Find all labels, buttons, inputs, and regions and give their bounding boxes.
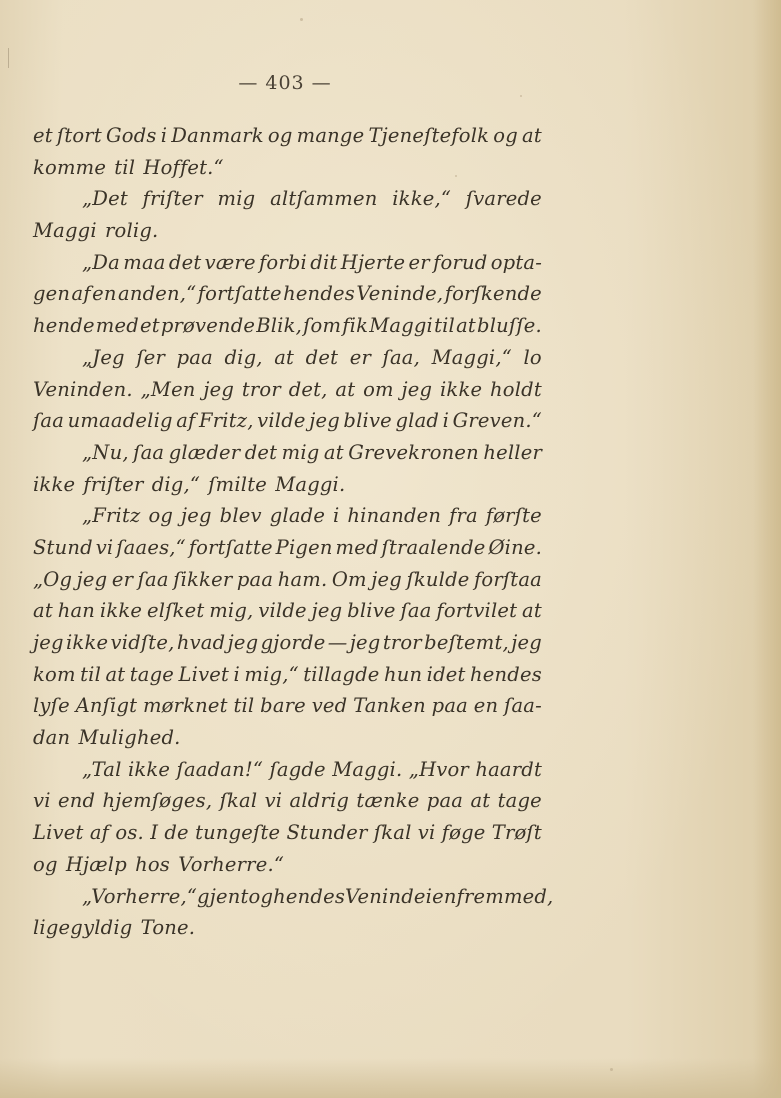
word: at	[522, 124, 542, 147]
paper-speck	[520, 95, 522, 97]
word: jeg	[33, 631, 64, 654]
page-bottom-shadow	[0, 1058, 781, 1098]
word: Livet	[33, 821, 84, 845]
paper-speck	[610, 1068, 613, 1071]
word: paa	[236, 567, 274, 591]
text-line	[33, 785, 542, 817]
word: ſaa	[400, 599, 432, 623]
word: til	[233, 694, 255, 718]
word: dit	[310, 250, 338, 274]
text-line	[33, 278, 542, 310]
word: hun	[383, 662, 423, 686]
word: ham.	[277, 567, 328, 591]
word: „Jeg	[82, 345, 125, 369]
word: og	[33, 852, 58, 876]
word: føge	[441, 821, 486, 845]
word: hendes	[470, 662, 542, 686]
word: ikke	[66, 631, 109, 654]
word: maa	[123, 250, 166, 274]
word: et	[33, 124, 53, 147]
word: „Vorherre,“	[82, 884, 198, 908]
word: ſagde	[269, 757, 326, 781]
word: Livet	[178, 662, 230, 686]
word: ſkal	[373, 821, 412, 845]
word: og	[267, 124, 293, 147]
text-line	[33, 310, 542, 342]
word: om	[363, 377, 394, 401]
word: elſket	[146, 599, 205, 623]
word: at	[456, 314, 476, 338]
word: paa	[176, 345, 213, 369]
word: I	[150, 821, 159, 845]
word: vi	[264, 789, 283, 813]
word: Gods	[105, 124, 157, 147]
text-line	[33, 881, 554, 913]
word: Maggi.	[332, 757, 403, 781]
word: ikke	[33, 472, 76, 496]
word: i	[425, 884, 433, 908]
word: anden,“	[118, 282, 197, 306]
word: Øine.	[488, 535, 542, 559]
word: Tanken	[353, 694, 426, 718]
word: bare	[260, 694, 306, 718]
word: er	[408, 250, 430, 274]
word: forbi	[258, 250, 307, 274]
word: heller	[483, 440, 542, 464]
word: Mulighed.	[78, 726, 181, 750]
paper-speck	[300, 18, 303, 21]
word: kom	[33, 662, 76, 686]
word: tænke	[356, 789, 420, 813]
text-line	[33, 183, 542, 215]
word: „Hvor	[408, 757, 469, 781]
text-line	[33, 690, 542, 722]
word: rolig.	[104, 219, 159, 243]
word: Tone.	[140, 916, 196, 940]
word: idet	[426, 662, 466, 686]
page-edge-shadow	[753, 0, 781, 1098]
word: ſkulde	[406, 567, 470, 591]
page-number: — 403 —	[238, 72, 332, 94]
word: friſter	[142, 187, 203, 211]
word: mange	[296, 124, 365, 147]
word: blev	[219, 504, 262, 528]
word: Tjeneſtefolk	[368, 124, 490, 147]
word: er	[349, 345, 371, 369]
word: Veninden.	[33, 377, 133, 401]
word: hjemſøges,	[102, 789, 213, 813]
word: fortvilet	[436, 599, 518, 623]
text-line	[33, 120, 542, 152]
word: „Da	[82, 250, 120, 274]
word: tillagde	[303, 662, 380, 686]
word: Om	[331, 567, 367, 591]
word: hende	[33, 314, 95, 338]
word: ſaa	[33, 409, 65, 433]
word: vi	[95, 535, 114, 559]
word: Hjælp	[65, 852, 127, 876]
word: vilde	[258, 599, 307, 623]
word: ſaa	[133, 440, 165, 464]
word: Stunder	[286, 821, 368, 845]
word: opta-	[490, 250, 542, 274]
word: ſtort	[56, 124, 102, 147]
word: „Og	[33, 567, 73, 591]
word: og	[148, 504, 174, 528]
text-line	[33, 627, 542, 659]
word: forud	[433, 250, 488, 274]
word: gjentog	[197, 884, 274, 908]
word: beſtemt,	[424, 631, 509, 654]
word: ved	[311, 694, 348, 718]
word: en	[432, 884, 457, 908]
word: „Tal	[82, 757, 122, 781]
word: blive	[347, 599, 396, 623]
word: dig,	[224, 345, 263, 369]
word: end	[57, 789, 96, 813]
word: hos	[135, 852, 171, 876]
word: blive	[343, 409, 392, 433]
word: lo	[523, 345, 542, 369]
word: haardt	[475, 757, 542, 781]
word: mig,	[209, 599, 254, 623]
word: jeg	[76, 567, 108, 591]
text-line	[33, 532, 542, 564]
word: et	[139, 314, 160, 338]
word: ikke	[99, 599, 143, 623]
word: i	[442, 409, 450, 433]
word: dig,“	[151, 472, 201, 496]
text-line	[33, 152, 542, 184]
word: at	[323, 440, 344, 464]
text-line	[33, 437, 542, 469]
word: ſtraalende	[381, 535, 486, 559]
text-line	[33, 817, 542, 849]
word: ſkal	[219, 789, 258, 813]
word: „Det	[82, 187, 128, 211]
word: ſaa-	[504, 694, 542, 718]
body-text	[33, 120, 554, 944]
word: fortſatte	[197, 282, 282, 306]
word: gjorde	[260, 631, 326, 654]
text-line	[33, 595, 542, 627]
word: af	[71, 282, 91, 306]
word: glæder	[168, 440, 241, 464]
word: i	[233, 662, 240, 686]
word: jeg	[349, 631, 381, 654]
word: det	[305, 345, 339, 369]
word: friſter	[83, 472, 144, 496]
word: fortſatte	[188, 535, 273, 559]
word: lyſe	[33, 694, 70, 718]
word: tungeſte	[195, 821, 281, 845]
text-line	[33, 754, 542, 786]
text-line	[33, 405, 542, 437]
word: „Fritz	[82, 504, 141, 528]
text-line	[33, 342, 542, 374]
word: at	[33, 599, 53, 623]
word: ſmilte	[208, 472, 268, 496]
word: ikke,“	[392, 187, 452, 211]
word: de	[164, 821, 189, 845]
word: tage	[129, 662, 175, 686]
word: jeg	[311, 599, 343, 623]
word: fra	[449, 504, 478, 528]
word: forſkende	[444, 282, 542, 306]
word: „Men	[140, 377, 196, 401]
word: vi	[417, 821, 436, 845]
word: med	[335, 535, 379, 559]
word: Maggi	[33, 219, 97, 243]
text-line	[33, 912, 542, 944]
word: mig	[217, 187, 256, 211]
text-line	[33, 215, 542, 247]
text-line	[33, 247, 542, 279]
word: ſaa	[137, 567, 169, 591]
word: dan	[33, 726, 71, 750]
text-line	[33, 564, 542, 596]
word: umaadelig	[67, 409, 173, 433]
word: jeg	[511, 631, 542, 654]
word: førſte	[485, 504, 542, 528]
word: hendes	[283, 282, 355, 306]
word: mig,“	[244, 662, 299, 686]
word: at	[335, 377, 356, 401]
word: med	[95, 314, 139, 338]
word: til	[80, 662, 102, 686]
word: af	[176, 409, 196, 433]
word: være	[204, 250, 256, 274]
word: det	[168, 250, 202, 274]
word: jeg	[227, 631, 259, 654]
word: ſikker	[173, 567, 233, 591]
text-line	[33, 849, 542, 881]
word: en	[473, 694, 499, 718]
word: Trøſt	[491, 821, 542, 845]
word: Hoffet.“	[143, 155, 224, 179]
word: fremmed,	[456, 884, 554, 908]
word: hvad	[176, 631, 226, 654]
word: jeg	[309, 409, 340, 433]
word: ſaaes,“	[116, 535, 186, 559]
word: tror	[382, 631, 422, 654]
word: hinanden	[347, 504, 442, 528]
word: jeg	[203, 377, 235, 401]
word: altſammen	[270, 187, 378, 211]
word: —	[327, 631, 348, 654]
word: han	[57, 599, 96, 623]
word: Stund	[33, 535, 93, 559]
word: at	[522, 599, 542, 623]
word: Maggi	[369, 314, 433, 338]
word: ikke	[127, 757, 171, 781]
word: paa	[431, 694, 468, 718]
word: det,	[288, 377, 328, 401]
word: hendes	[273, 884, 346, 908]
word: bluſſe.	[477, 314, 542, 338]
word: en	[92, 282, 117, 306]
word: fik	[342, 314, 369, 338]
word: Hjerte	[340, 250, 406, 274]
word: ligegyldig	[33, 916, 133, 940]
word: ſaa,	[382, 345, 420, 369]
word: holdt	[490, 377, 542, 401]
text-line	[33, 722, 542, 754]
word: tage	[497, 789, 542, 813]
word: jeg	[371, 567, 402, 591]
word: til	[114, 155, 136, 179]
word: ſaadan!“	[176, 757, 264, 781]
word: glad	[395, 409, 440, 433]
word: og	[493, 124, 518, 147]
word: Danmark	[171, 124, 264, 147]
text-line	[33, 500, 542, 532]
word: Grevekronen	[348, 440, 479, 464]
word: Vorherre.“	[178, 852, 285, 876]
word: er	[111, 567, 134, 591]
word: paa	[426, 789, 464, 813]
word: at	[105, 662, 126, 686]
word: komme	[33, 155, 107, 179]
word: jeg	[181, 504, 212, 528]
word: til	[434, 314, 455, 338]
word: at	[274, 345, 295, 369]
word: glade	[269, 504, 326, 528]
word: „Nu,	[82, 440, 129, 464]
paper-scratch	[8, 48, 9, 68]
word: i	[333, 504, 340, 528]
word: Pigen	[275, 535, 333, 559]
word: ikke	[440, 377, 483, 401]
text-line	[33, 374, 542, 406]
word: vi	[33, 789, 51, 813]
word: Blik,	[256, 314, 303, 338]
text-line	[33, 659, 542, 691]
word: Maggi,“	[431, 345, 512, 369]
word: Maggi.	[275, 472, 346, 496]
word: vilde	[257, 409, 306, 433]
word: tror	[241, 377, 281, 401]
word: af	[89, 821, 110, 845]
word: mig	[281, 440, 320, 464]
word: gen	[33, 282, 71, 306]
word: Greven.“	[452, 409, 542, 433]
word: aldrig	[289, 789, 350, 813]
word: ſvarede	[465, 187, 542, 211]
word: os.	[115, 821, 144, 845]
word: forſtaa	[474, 567, 542, 591]
text-line	[33, 469, 542, 501]
word: vidſte,	[110, 631, 175, 654]
word: i	[160, 124, 168, 147]
word: Fritz,	[199, 409, 254, 433]
word: jeg	[401, 377, 433, 401]
word: ſer	[136, 345, 165, 369]
word: Anſigt	[75, 694, 138, 718]
word: ſom	[303, 314, 342, 338]
word: prøvende	[160, 314, 256, 338]
word: Veninde	[345, 884, 426, 908]
word: at	[470, 789, 491, 813]
word: Veninde,	[356, 282, 444, 306]
word: mørknet	[142, 694, 228, 718]
word: det	[244, 440, 278, 464]
